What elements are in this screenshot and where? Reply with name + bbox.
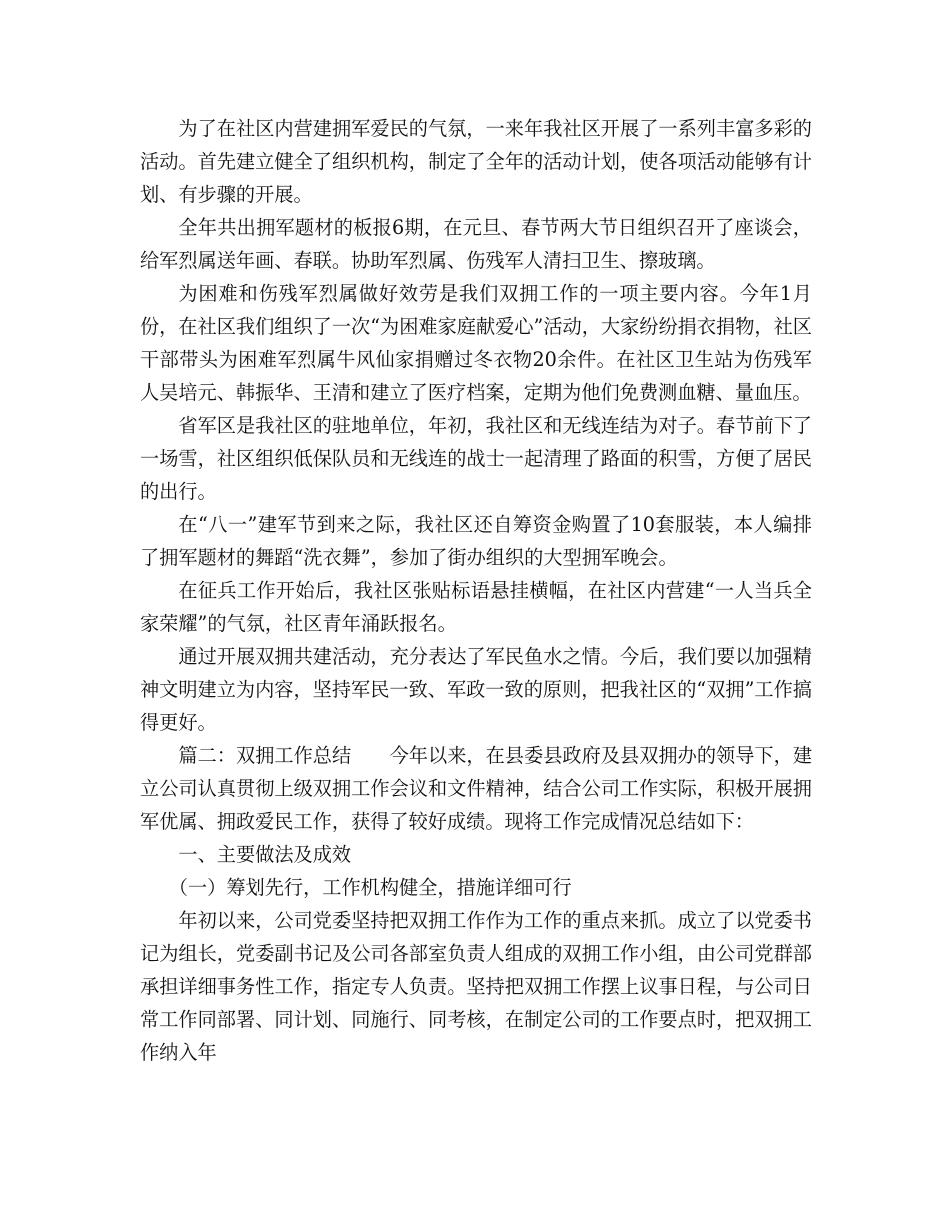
paragraph-2: 全年共出拥军题材的板报6期，在元旦、春节两大节日组织召开了座谈会，给军烈属送年画、春联。协助军烈属、伤残军人清扫卫生、擦玻璃。 (140, 216, 812, 272)
subsection-heading: （一）筹划先行，工作机构健全，措施详细可行 (168, 876, 572, 899)
paragraph-last: 年初以来，公司党委坚持把双拥工作作为工作的重点来抓。成立了以党委书记为组长，党委副书记及公司各部室负责人组成的双拥工作小组，由公司党群部承担详细事务性工作，指定专人负责。坚持把双拥工作摆上议事日程，与公司日常工作同部署、同计划、同施行、同考核，在制定公司的工作要点时，把双拥工作纳入年 (140, 909, 812, 1064)
section-heading: 一、主要做法及成效 (178, 843, 352, 866)
part2-intro: 今年以来，在县委县政府及县双拥办的领导下，建立公司认真贯彻上级双拥工作会议和文件精神，结合公司工作实际，积极开展拥军优属、拥政爱民工作，获得了较好成绩。现将工作完成情况总结如下： (140, 744, 813, 833)
paragraph-3: 为困难和伤残军烈属做好效劳是我们双拥工作的一项主要内容。今年1月份，在社区我们组织了一次“为困难家庭献爱心”活动，大家纷纷捐衣捐物，社区干部带头为困难军烈属牛风仙家捐赠过冬衣物20余件。在社区卫生站为伤残军人吴培元、韩振华、王清和建立了医疗档案，定期为他们免费测血糖、量血压。 (140, 282, 812, 404)
paragraph-6: 在征兵工作开始后，我社区张贴标语悬挂横幅，在社区内营建“一人当兵全家荣耀”的气氛，社区青年涌跃报名。 (140, 579, 812, 635)
part2-title: 篇二：双拥工作总结 (178, 744, 352, 767)
part2-paragraph (140, 739, 812, 838)
document-body (140, 112, 812, 1069)
paragraph-5: 在“八一”建军节到来之际，我社区还自筹资金购置了10套服装，本人编排了拥军题材的舞蹈“洗衣舞”，参加了街办组织的大型拥军晚会。 (140, 513, 812, 569)
paragraph-1: 为了在社区内营建拥军爱民的气氛，一来年我社区开展了一系列丰富多彩的活动。首先建立健全了组织机构，制定了全年的活动计划，使各项活动能够有计划、有步骤的开展。 (140, 117, 812, 206)
paragraph-7: 通过开展双拥共建活动，充分表达了军民鱼水之情。今后，我们要以加强精神文明建立为内容，坚持军民一致、军政一致的原则，把我社区的“双拥”工作搞得更好。 (140, 645, 812, 734)
paragraph-4: 省军区是我社区的驻地单位，年初，我社区和无线连结为对子。春节前下了一场雪，社区组织低保队员和无线连的战士一起清理了路面的积雪，方便了居民的出行。 (140, 414, 812, 503)
